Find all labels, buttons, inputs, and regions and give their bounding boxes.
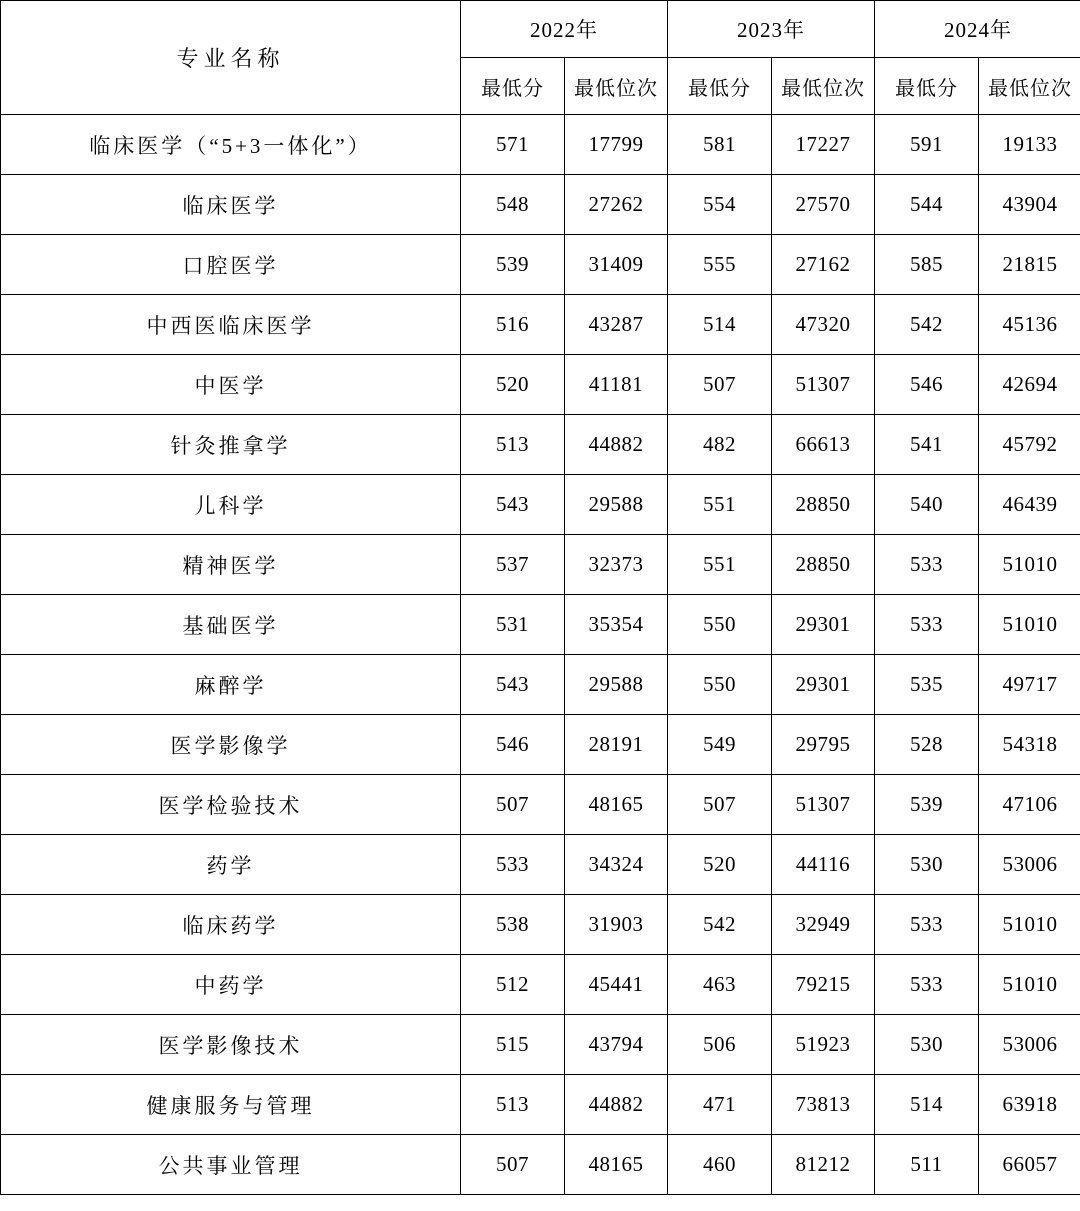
cell-2024-min-rank: 46439 xyxy=(979,475,1080,535)
cell-2023-min-score: 520 xyxy=(668,835,772,895)
cell-2024-min-score: 591 xyxy=(875,115,979,175)
cell-2022-min-score: 507 xyxy=(461,1135,565,1195)
cell-2023-min-score: 554 xyxy=(668,175,772,235)
major-name: 公共事业管理 xyxy=(1,1135,461,1195)
cell-2023-min-score: 550 xyxy=(668,595,772,655)
cell-2024-min-rank: 66057 xyxy=(979,1135,1080,1195)
cell-2023-min-rank: 81212 xyxy=(772,1135,875,1195)
cell-2024-min-score: 546 xyxy=(875,355,979,415)
major-name: 中西医临床医学 xyxy=(1,295,461,355)
cell-2024-min-rank: 53006 xyxy=(979,835,1080,895)
cell-2024-min-score: 514 xyxy=(875,1075,979,1135)
cell-2022-min-score: 531 xyxy=(461,595,565,655)
cell-2024-min-score: 541 xyxy=(875,415,979,475)
cell-2022-min-rank: 48165 xyxy=(565,1135,668,1195)
header-2024-min-rank: 最低位次 xyxy=(979,58,1080,115)
table-row xyxy=(1,415,1080,475)
cell-2022-min-rank: 27262 xyxy=(565,175,668,235)
cell-2022-min-rank: 31409 xyxy=(565,235,668,295)
header-row-years xyxy=(1,1,1080,58)
cell-2024-min-score: 530 xyxy=(875,1015,979,1075)
cell-2023-min-rank: 66613 xyxy=(772,415,875,475)
cell-2024-min-score: 533 xyxy=(875,895,979,955)
header-2022-min-score: 最低分 xyxy=(461,58,565,115)
cell-2024-min-score: 533 xyxy=(875,595,979,655)
cell-2024-min-rank: 51010 xyxy=(979,535,1080,595)
cell-2024-min-rank: 21815 xyxy=(979,235,1080,295)
cell-2022-min-score: 548 xyxy=(461,175,565,235)
cell-2024-min-score: 530 xyxy=(875,835,979,895)
cell-2024-min-score: 539 xyxy=(875,775,979,835)
cell-2023-min-score: 460 xyxy=(668,1135,772,1195)
cell-2022-min-score: 538 xyxy=(461,895,565,955)
cell-2022-min-score: 537 xyxy=(461,535,565,595)
cell-2024-min-rank: 51010 xyxy=(979,595,1080,655)
cell-2022-min-score: 546 xyxy=(461,715,565,775)
table-row xyxy=(1,655,1080,715)
major-name: 医学影像技术 xyxy=(1,1015,461,1075)
cell-2022-min-rank: 43287 xyxy=(565,295,668,355)
cell-2023-min-score: 507 xyxy=(668,355,772,415)
cell-2024-min-rank: 42694 xyxy=(979,355,1080,415)
cell-2024-min-rank: 43904 xyxy=(979,175,1080,235)
cell-2023-min-score: 551 xyxy=(668,535,772,595)
cell-2023-min-rank: 27162 xyxy=(772,235,875,295)
cell-2024-min-rank: 51010 xyxy=(979,895,1080,955)
cell-2023-min-rank: 29795 xyxy=(772,715,875,775)
major-name: 医学影像学 xyxy=(1,715,461,775)
cell-2022-min-score: 543 xyxy=(461,475,565,535)
major-name: 临床药学 xyxy=(1,895,461,955)
cell-2022-min-score: 533 xyxy=(461,835,565,895)
cell-2023-min-score: 551 xyxy=(668,475,772,535)
major-name: 基础医学 xyxy=(1,595,461,655)
cell-2023-min-rank: 29301 xyxy=(772,655,875,715)
cell-2022-min-score: 515 xyxy=(461,1015,565,1075)
table-row xyxy=(1,775,1080,835)
cell-2024-min-score: 542 xyxy=(875,295,979,355)
cell-2022-min-rank: 28191 xyxy=(565,715,668,775)
cell-2022-min-rank: 45441 xyxy=(565,955,668,1015)
cell-2024-min-score: 544 xyxy=(875,175,979,235)
cell-2024-min-score: 540 xyxy=(875,475,979,535)
table-row xyxy=(1,715,1080,775)
cell-2023-min-score: 581 xyxy=(668,115,772,175)
cell-2024-min-rank: 53006 xyxy=(979,1015,1080,1075)
cell-2023-min-score: 514 xyxy=(668,295,772,355)
table-row xyxy=(1,295,1080,355)
cell-2024-min-rank: 54318 xyxy=(979,715,1080,775)
major-name: 针灸推拿学 xyxy=(1,415,461,475)
cell-2022-min-score: 516 xyxy=(461,295,565,355)
cell-2023-min-score: 507 xyxy=(668,775,772,835)
cell-2022-min-rank: 48165 xyxy=(565,775,668,835)
major-name: 中医学 xyxy=(1,355,461,415)
table-row xyxy=(1,1075,1080,1135)
table-row xyxy=(1,1015,1080,1075)
cell-2023-min-rank: 32949 xyxy=(772,895,875,955)
header-year-2023: 2023年 xyxy=(668,1,875,58)
cell-2022-min-rank: 41181 xyxy=(565,355,668,415)
cell-2022-min-rank: 44882 xyxy=(565,415,668,475)
cell-2024-min-score: 511 xyxy=(875,1135,979,1195)
cell-2023-min-rank: 47320 xyxy=(772,295,875,355)
cell-2023-min-rank: 17227 xyxy=(772,115,875,175)
cell-2023-min-rank: 27570 xyxy=(772,175,875,235)
table-row xyxy=(1,535,1080,595)
cell-2024-min-score: 533 xyxy=(875,535,979,595)
cell-2024-min-rank: 19133 xyxy=(979,115,1080,175)
cell-2023-min-score: 549 xyxy=(668,715,772,775)
cell-2022-min-score: 543 xyxy=(461,655,565,715)
cell-2023-min-score: 550 xyxy=(668,655,772,715)
header-year-2024: 2024年 xyxy=(875,1,1080,58)
table-row xyxy=(1,175,1080,235)
major-name: 麻醉学 xyxy=(1,655,461,715)
table-body xyxy=(1,115,1080,1195)
header-2023-min-rank: 最低位次 xyxy=(772,58,875,115)
major-name: 临床医学 xyxy=(1,175,461,235)
cell-2022-min-score: 520 xyxy=(461,355,565,415)
cell-2023-min-rank: 51307 xyxy=(772,355,875,415)
table-row xyxy=(1,115,1080,175)
cell-2022-min-score: 513 xyxy=(461,1075,565,1135)
cell-2024-min-rank: 45136 xyxy=(979,295,1080,355)
major-name: 口腔医学 xyxy=(1,235,461,295)
cell-2022-min-rank: 44882 xyxy=(565,1075,668,1135)
cell-2023-min-rank: 44116 xyxy=(772,835,875,895)
header-major-name: 专业名称 xyxy=(1,1,461,115)
cell-2024-min-rank: 51010 xyxy=(979,955,1080,1015)
cell-2023-min-score: 555 xyxy=(668,235,772,295)
table-row xyxy=(1,835,1080,895)
cell-2024-min-score: 533 xyxy=(875,955,979,1015)
cell-2024-min-rank: 45792 xyxy=(979,415,1080,475)
table-row xyxy=(1,355,1080,415)
cell-2022-min-rank: 31903 xyxy=(565,895,668,955)
cell-2022-min-score: 513 xyxy=(461,415,565,475)
cell-2024-min-rank: 49717 xyxy=(979,655,1080,715)
header-2022-min-rank: 最低位次 xyxy=(565,58,668,115)
major-name: 健康服务与管理 xyxy=(1,1075,461,1135)
cell-2023-min-rank: 51307 xyxy=(772,775,875,835)
major-name: 药学 xyxy=(1,835,461,895)
header-2024-min-score: 最低分 xyxy=(875,58,979,115)
cell-2024-min-score: 585 xyxy=(875,235,979,295)
cell-2022-min-score: 539 xyxy=(461,235,565,295)
table-row xyxy=(1,235,1080,295)
cell-2022-min-rank: 43794 xyxy=(565,1015,668,1075)
major-name: 医学检验技术 xyxy=(1,775,461,835)
cell-2022-min-rank: 17799 xyxy=(565,115,668,175)
cell-2024-min-rank: 47106 xyxy=(979,775,1080,835)
cell-2024-min-score: 535 xyxy=(875,655,979,715)
table-row xyxy=(1,595,1080,655)
major-name: 儿科学 xyxy=(1,475,461,535)
cell-2023-min-score: 471 xyxy=(668,1075,772,1135)
cell-2022-min-score: 512 xyxy=(461,955,565,1015)
cell-2022-min-rank: 29588 xyxy=(565,655,668,715)
major-name: 中药学 xyxy=(1,955,461,1015)
header-2023-min-score: 最低分 xyxy=(668,58,772,115)
table-row xyxy=(1,1135,1080,1195)
cell-2023-min-score: 542 xyxy=(668,895,772,955)
cell-2022-min-rank: 35354 xyxy=(565,595,668,655)
table-row xyxy=(1,475,1080,535)
header-year-2022: 2022年 xyxy=(461,1,668,58)
cell-2022-min-rank: 32373 xyxy=(565,535,668,595)
cell-2023-min-score: 482 xyxy=(668,415,772,475)
table-row xyxy=(1,895,1080,955)
cell-2023-min-rank: 28850 xyxy=(772,475,875,535)
major-name: 临床医学（“5+3一体化”） xyxy=(1,115,461,175)
cell-2023-min-rank: 28850 xyxy=(772,535,875,595)
cell-2023-min-rank: 79215 xyxy=(772,955,875,1015)
table-header xyxy=(1,1,1080,115)
cell-2023-min-score: 506 xyxy=(668,1015,772,1075)
table-row xyxy=(1,955,1080,1015)
cell-2022-min-score: 507 xyxy=(461,775,565,835)
cell-2024-min-rank: 63918 xyxy=(979,1075,1080,1135)
cell-2022-min-score: 571 xyxy=(461,115,565,175)
major-name: 精神医学 xyxy=(1,535,461,595)
cell-2023-min-rank: 51923 xyxy=(772,1015,875,1075)
cell-2024-min-score: 528 xyxy=(875,715,979,775)
cell-2023-min-rank: 29301 xyxy=(772,595,875,655)
cell-2023-min-rank: 73813 xyxy=(772,1075,875,1135)
cell-2022-min-rank: 29588 xyxy=(565,475,668,535)
cell-2023-min-score: 463 xyxy=(668,955,772,1015)
cell-2022-min-rank: 34324 xyxy=(565,835,668,895)
